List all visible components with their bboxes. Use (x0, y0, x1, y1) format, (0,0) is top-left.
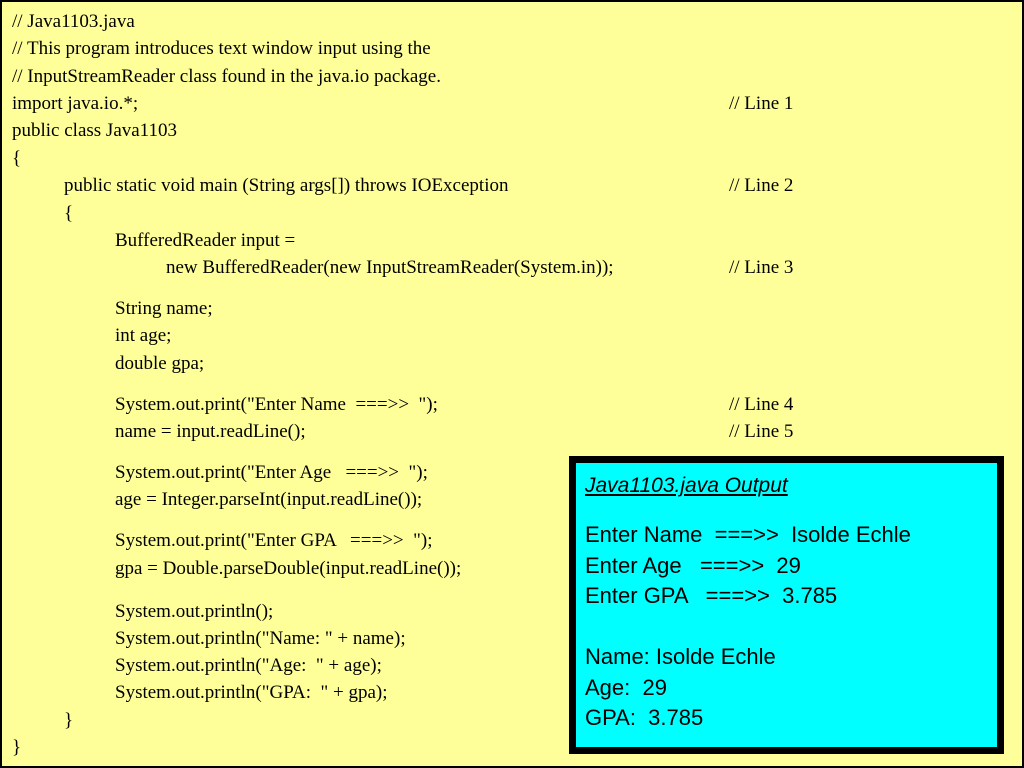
comment-line-5: // Line 5 (729, 421, 794, 442)
class-open-brace: { (12, 148, 22, 169)
read-age: age = Integer.parseInt(input.readLine()); (115, 489, 423, 510)
print-name-prompt: System.out.print("Enter Name ===>> "); (115, 394, 438, 415)
comment-line-3: // Line 3 (729, 257, 794, 278)
output-line-enter-age: Enter Age ===>> 29 (585, 552, 801, 578)
print-gpa-prompt: System.out.print("Enter GPA ===>> "); (115, 530, 433, 551)
output-panel-content (576, 463, 997, 747)
print-age-prompt: System.out.print("Enter Age ===>> "); (115, 462, 428, 483)
reader-instantiation: new BufferedReader(new InputStreamReader(System.in)); (166, 257, 614, 278)
output-title: Java1103.java Output (585, 474, 788, 497)
main-declaration: public static void main (String args[]) throws IOException (64, 175, 509, 196)
header-comment-3: // InputStreamReader class found in the java.io package. (12, 66, 441, 87)
output-panel (569, 456, 1004, 754)
output-line-gpa: GPA: 3.785 (585, 705, 704, 730)
class-declaration: public class Java1103 (12, 120, 177, 141)
header-comment-1: // Java1103.java (12, 11, 135, 32)
var-age-declaration: int age; (115, 325, 172, 346)
header-comment-2: // This program introduces text window input using the (12, 38, 431, 59)
output-line-enter-name: Enter Name ===>> Isolde Echle (585, 522, 911, 547)
comment-line-2: // Line 2 (729, 175, 794, 196)
reader-declaration: BufferedReader input = (115, 230, 296, 251)
var-gpa-declaration: double gpa; (115, 353, 205, 374)
class-close-brace: } (12, 737, 22, 758)
read-gpa: gpa = Double.parseDouble(input.readLine()); (115, 558, 462, 579)
output-line-enter-gpa: Enter GPA ===>> 3.785 (585, 583, 838, 608)
import-statement: import java.io.*; (12, 93, 139, 114)
output-line-age: Age: 29 (585, 674, 667, 700)
read-name: name = input.readLine(); (115, 421, 306, 442)
println-name: System.out.println("Name: " + name); (115, 628, 406, 649)
comment-line-1: // Line 1 (729, 93, 794, 114)
println-blank: System.out.println(); (115, 601, 274, 622)
main-open-brace: { (64, 203, 74, 224)
output-line-blank (585, 612, 987, 643)
comment-line-4: // Line 4 (729, 394, 794, 415)
println-gpa: System.out.println("GPA: " + gpa); (115, 682, 388, 703)
output-line-name: Name: Isolde Echle (585, 644, 776, 669)
println-age: System.out.println("Age: " + age); (115, 655, 382, 676)
var-name-declaration: String name; (115, 298, 213, 319)
main-close-brace: } (64, 710, 74, 731)
